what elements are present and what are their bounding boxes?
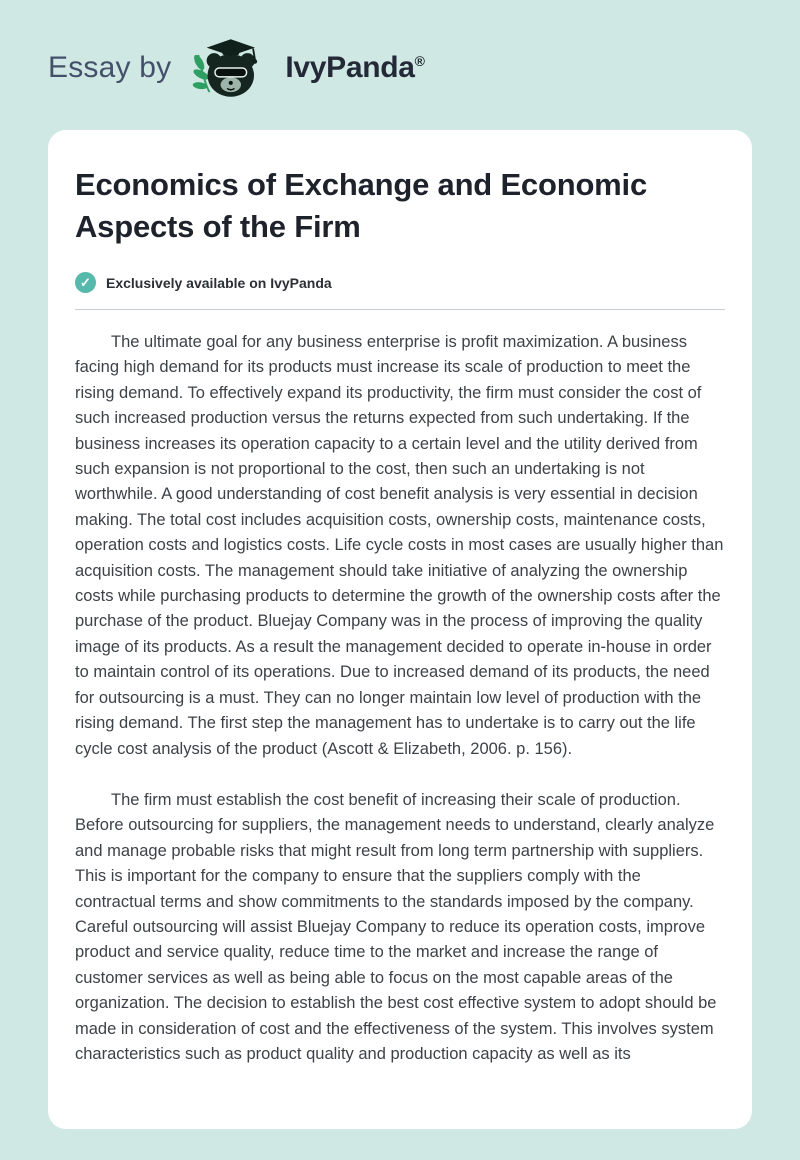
essay-by-label: Essay by xyxy=(48,51,172,84)
availability-badge xyxy=(75,272,725,293)
brand-name-text: IvyPanda xyxy=(285,51,415,84)
essay-paragraph: The firm must establish the cost benefit of increasing their scale of production. Before outsourcing for suppliers, the management needs to understand, clearly analyze and manage probable risks that might result from long term partnership with suppliers. This is important for the company to ensure that the suppliers comply with the contractual terms and show commitments to the standards imposed by the company. Careful outsourcing will assist Bluejay Company to reduce its operation costs, improve product and service quality, reduce time to the market and increase the range of customer services as well as being able to focus on the most capable areas of the organization. The decision to establish the best cost effective system to adopt should be made in consideration of cost and the effectiveness of the system. This involves system characteristics such as product quality and production capacity as well as its xyxy=(75,790,717,1063)
check-circle-icon: ✓ xyxy=(75,272,96,293)
essay-card xyxy=(48,130,752,1129)
brand-logo xyxy=(189,34,267,102)
availability-text: Exclusively available on IvyPanda xyxy=(106,274,332,291)
essay-paragraph: The ultimate goal for any business enterprise is profit maximization. A business facing high demand for its products must increase its scale of production to meet the rising demand. To effectively expand its productivity, the firm must consider the cost of such increased production versus the returns expected from such undertaking. If the business increases its operation capacity to a certain level and the utility derived from such expansion is not proportional to the cost, then such an undertaking is not worthwhile. A good understanding of cost benefit analysis is very essential in decision making. The total cost includes acquisition costs, ownership costs, maintenance costs, operation costs and logistics costs. Life cycle costs in most cases are usually higher than acquisition costs. The management should take initiative of analyzing the ownership costs while purchasing products to determine the growth of the ownership costs after the purchase of the product. Bluejay Company was in the process of improving the quality image of its products. As a result the management decided to operate in-house in order to maintain control of its operations. Due to increased demand of its products, the need for outsourcing is a must. They can no longer maintain low level of production with the rising demand. The first step the management has to undertake is to carry out the life cycle cost analysis of the product (Ascott & Elizabeth, 2006. p. 156). xyxy=(75,333,724,758)
page-title: Economics of Exchange and Economic Aspects of the Firm xyxy=(75,167,647,244)
panda-graduation-cap-icon xyxy=(189,34,267,102)
page-header xyxy=(0,0,800,130)
divider xyxy=(75,309,725,310)
registered-mark: ® xyxy=(414,53,425,69)
brand-name xyxy=(285,51,424,85)
essay-body xyxy=(75,330,725,1067)
